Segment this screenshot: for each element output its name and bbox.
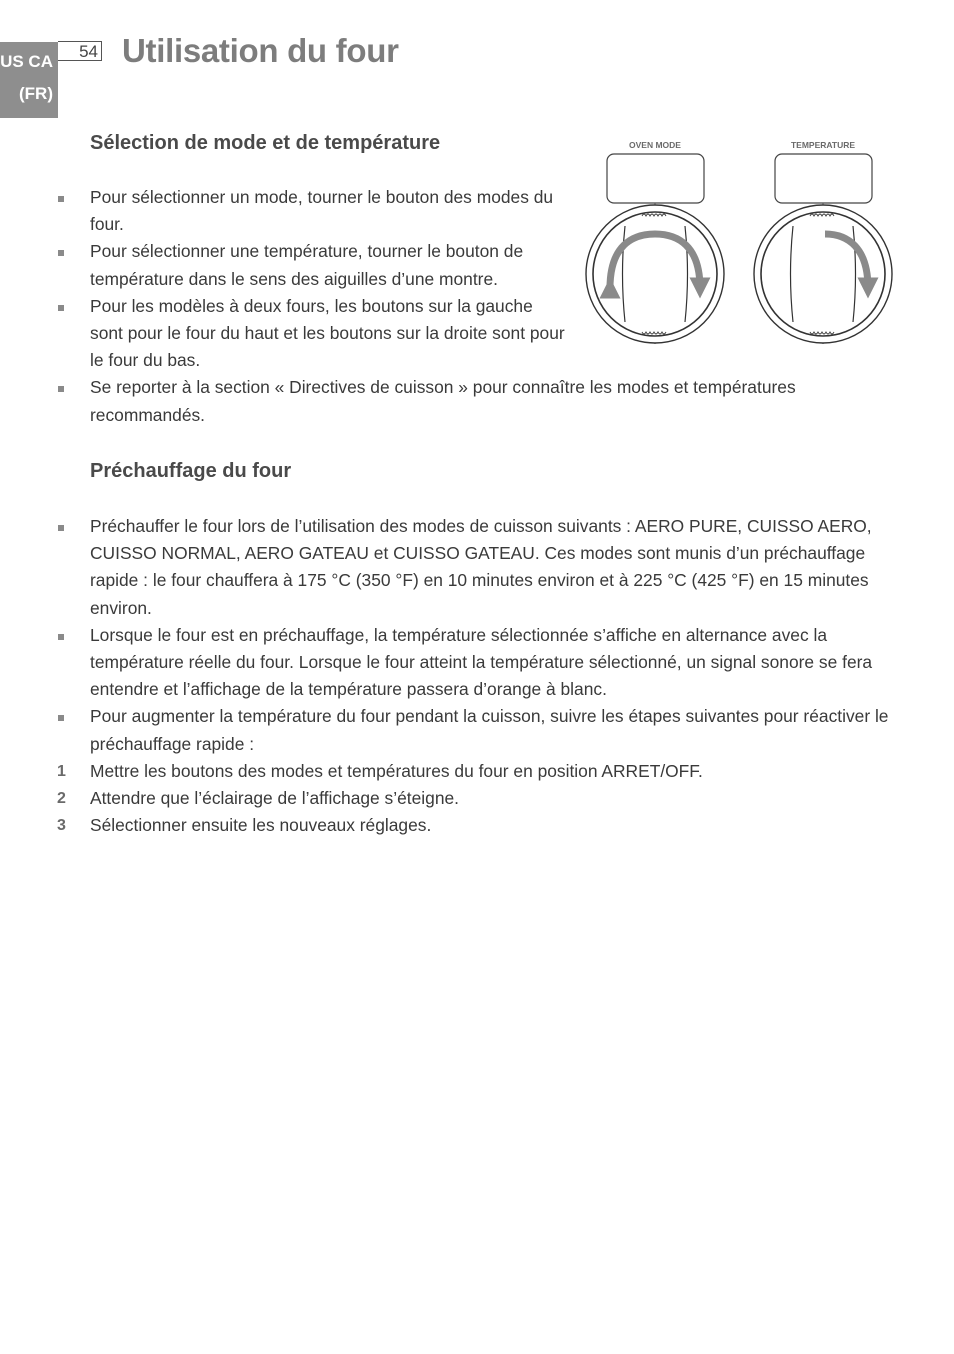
bullet-icon (58, 305, 64, 311)
list-item (0, 184, 570, 238)
list-item (0, 622, 906, 704)
step-number: 2 (57, 790, 66, 808)
section-heading-mode-temperature: Sélection de mode et de température (90, 132, 441, 154)
region-tab (0, 42, 58, 118)
list-item-text: Pour augmenter la température du four pendant la cuisson, suivre les étapes suivantes pour réactiver le préchauffage rapide : (90, 706, 889, 754)
step-text: Attendre que l’éclairage de l’affichage s’éteigne. (90, 788, 459, 809)
list-item (0, 513, 906, 622)
knob-outer-ring (754, 205, 892, 343)
step-text: Sélectionner ensuite les nouveaux réglages. (90, 815, 432, 836)
bullet-icon (58, 715, 64, 721)
bullet-icon (58, 250, 64, 256)
oven-mode-knob (586, 140, 724, 344)
page-number: 54 (58, 41, 102, 61)
step-number: 3 (57, 817, 66, 835)
step-item (0, 812, 906, 839)
list-item (0, 238, 570, 292)
list-item (0, 703, 906, 757)
section-heading-preheat: Préchauffage du four (90, 460, 292, 482)
bullet-icon (58, 525, 64, 531)
bullet-icon (58, 386, 64, 392)
preheat-list (0, 513, 906, 839)
list-item-text: Pour sélectionner une température, tourner le bouton de température dans le sens des aiguilles d’une montre. (90, 241, 524, 289)
step-text: Mettre les boutons des modes et températures du four en position ARRET/OFF. (90, 760, 703, 781)
list-item (0, 293, 570, 375)
step-number: 1 (57, 762, 66, 780)
temperature-display (775, 154, 872, 203)
temperature-knob (754, 140, 892, 344)
list-item-text: Pour les modèles à deux fours, les boutons sur la gauche sont pour le four du haut et les boutons sur la droite sont pour le four du bas. (90, 295, 565, 371)
list-item-text: Pour sélectionner un mode, tourner le bouton des modes du four. (90, 187, 554, 235)
step-item (0, 785, 906, 812)
temperature-label: TEMPERATURE (790, 140, 856, 150)
region-label: US CA (0, 52, 53, 71)
oven-mode-display (607, 154, 704, 203)
bullet-icon (58, 634, 64, 640)
list-item-text: Se reporter à la section « Directives de cuisson » pour connaître les modes et températures recommandés. (90, 377, 796, 425)
page-title: Utilisation du four (122, 32, 399, 69)
list-item-text: Lorsque le four est en préchauffage, la température sélectionnée s’affiche en alternance avec la température réelle du four. Lorsque le four atteint la température sélectionné, un signal sonore se fera entendre et l’affichage de la température passera d’orange à blanc. (90, 624, 873, 700)
knob-outer-ring (586, 205, 724, 343)
oven-knobs-illustration (580, 136, 900, 352)
oven-mode-label: OVEN MODE (629, 140, 681, 150)
step-item (0, 758, 906, 785)
list-item (0, 374, 870, 428)
language-label: (FR) (19, 84, 53, 103)
list-item-text: Préchauffer le four lors de l’utilisation des modes de cuisson suivants : AERO PURE, CUISSO AERO, CUISSO NORMAL, AERO GATEAU et CUISSO GATEAU. Ces modes sont munis d’un préchauffage rapide : le four chauffera à 175 °C (350 °F) en 10 minutes environ et à 225 °C (425 °F) en 15 minutes environ. (90, 516, 872, 618)
bullet-icon (58, 196, 64, 202)
